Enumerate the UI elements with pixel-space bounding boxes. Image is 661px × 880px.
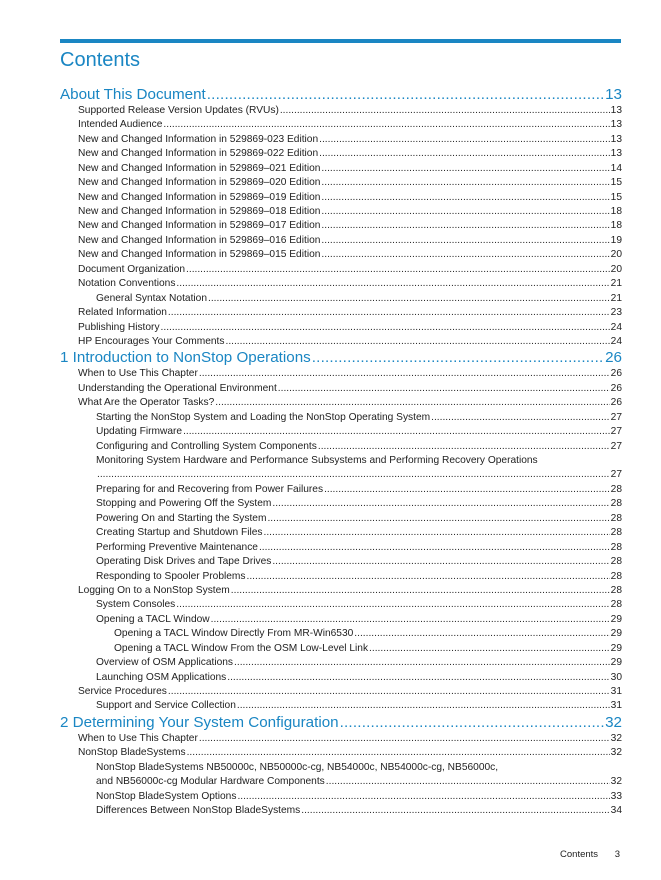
- toc-entry-title: Support and Service Collection: [96, 700, 236, 712]
- toc-entry[interactable]: [60, 104, 622, 118]
- toc-entry-page: 27: [610, 440, 622, 452]
- toc-entry[interactable]: [60, 526, 622, 540]
- toc-leader-dots: [280, 104, 610, 118]
- toc-leader-dots: [321, 234, 609, 248]
- toc-entry[interactable]: [60, 570, 622, 584]
- toc-entry-page: 30: [610, 671, 622, 683]
- toc-entry-page: 33: [610, 790, 622, 802]
- toc-entry[interactable]: [60, 220, 622, 234]
- toc-entry-wrap-first[interactable]: NonStop BladeSystems NB50000c, NB50000c-cg, NB54000c, NB54000c-cg, NB56000c,: [96, 761, 499, 773]
- toc-entry-page: 27: [610, 411, 622, 423]
- toc-leader-dots: [321, 248, 609, 262]
- toc-entry-title: Differences Between NonStop BladeSystems: [96, 805, 301, 817]
- toc-entry-title: Publishing History: [78, 321, 160, 333]
- toc-entry[interactable]: [60, 512, 622, 526]
- toc-entry[interactable]: [60, 483, 622, 497]
- toc-leader-dots: [237, 700, 610, 714]
- table-of-contents: [60, 86, 622, 819]
- toc-leader-dots: [326, 775, 610, 789]
- toc-entry[interactable]: [60, 469, 622, 483]
- toc-leader-dots: [176, 598, 609, 612]
- toc-entry-page: 18: [610, 206, 622, 218]
- toc-chapter-page: 32: [605, 713, 622, 731]
- toc-entry-title: Operating Disk Drives and Tape Drives: [96, 556, 272, 568]
- toc-leader-dots: [369, 642, 610, 656]
- toc-chapter-title: About This Document: [60, 86, 206, 103]
- toc-entry-title: NonStop BladeSystem Options: [96, 790, 237, 802]
- toc-entry[interactable]: [60, 306, 622, 320]
- toc-entry[interactable]: [60, 598, 622, 612]
- toc-leader-dots: [199, 732, 610, 746]
- toc-leader-dots: [321, 162, 609, 176]
- toc-entry-title: New and Changed Information in 529869–020 Edition: [78, 177, 321, 189]
- toc-entry[interactable]: [60, 790, 622, 804]
- toc-entry-page: 27: [610, 426, 622, 438]
- toc-entry[interactable]: [60, 775, 622, 789]
- toc-leader-dots: [267, 512, 609, 526]
- footer-page-number: 3: [614, 849, 620, 860]
- toc-leader-dots: [187, 746, 610, 760]
- toc-leader-dots: [278, 382, 610, 396]
- toc-entry[interactable]: [60, 642, 622, 656]
- toc-leader-dots: [163, 118, 609, 132]
- toc-leader-dots: [259, 541, 610, 555]
- toc-entry[interactable]: [60, 118, 622, 132]
- toc-entry-page: 28: [610, 541, 622, 553]
- toc-entry-page: 20: [610, 263, 622, 275]
- toc-leader-dots: [234, 656, 610, 670]
- toc-entry-title: Starting the NonStop System and Loading the NonStop Operating System: [96, 411, 431, 423]
- toc-entry[interactable]: [60, 685, 622, 699]
- toc-entry[interactable]: [60, 382, 622, 396]
- toc-entry[interactable]: [60, 671, 622, 685]
- toc-entry-title: Opening a TACL Window From the OSM Low-Level Link: [114, 642, 369, 654]
- toc-leader-dots: [208, 292, 610, 306]
- toc-entry-title: and NB56000c-cg Modular Hardware Components: [96, 776, 325, 788]
- toc-entry-page: 29: [610, 657, 622, 669]
- toc-entry-page: 28: [610, 556, 622, 568]
- toc-chapter-title: 1 Introduction to NonStop Operations: [60, 349, 311, 367]
- toc-entry-title: New and Changed Information in 529869–019 Edition: [78, 191, 321, 203]
- toc-entry-page: 32: [610, 747, 622, 759]
- toc-entry-title: New and Changed Information in 529869-022 Edition: [78, 148, 319, 160]
- toc-entry-title: Logging On to a NonStop System: [78, 584, 230, 596]
- header-rule: [60, 39, 621, 43]
- toc-entry-page: 28: [610, 599, 622, 611]
- toc-entry-page: 27: [610, 469, 622, 481]
- toc-leader-dots: [312, 349, 604, 367]
- toc-entry-page: 23: [610, 307, 622, 319]
- toc-entry-page: 28: [610, 498, 622, 510]
- toc-entry-page: 15: [610, 191, 622, 203]
- toc-entry[interactable]: [60, 191, 622, 205]
- toc-leader-dots: [354, 627, 609, 641]
- toc-leader-dots: [97, 469, 610, 483]
- toc-entry-page: 18: [610, 220, 622, 232]
- toc-entry-title: Understanding the Operational Environment: [78, 382, 277, 394]
- toc-entry[interactable]: [60, 133, 622, 147]
- toc-leader-dots: [318, 440, 610, 454]
- toc-entry-page: 29: [610, 613, 622, 625]
- toc-leader-dots: [264, 526, 610, 540]
- toc-leader-dots: [324, 483, 610, 497]
- toc-entry-title: Powering On and Starting the System: [96, 512, 267, 524]
- toc-entry-title: Service Procedures: [78, 686, 167, 698]
- toc-entry-title: Overview of OSM Applications: [96, 657, 234, 669]
- toc-leader-dots: [321, 220, 609, 234]
- toc-leader-dots: [321, 191, 609, 205]
- toc-entry-title: New and Changed Information in 529869–017 Edition: [78, 220, 321, 232]
- toc-entry-page: 24: [610, 335, 622, 347]
- toc-entry-title: New and Changed Information in 529869–015 Edition: [78, 249, 321, 261]
- toc-entry-page: 32: [610, 732, 622, 744]
- toc-entry[interactable]: [60, 440, 622, 454]
- toc-entry-title: Opening a TACL Window Directly From MR-Win6530: [114, 628, 354, 640]
- toc-leader-dots: [199, 367, 610, 381]
- toc-leader-dots: [301, 804, 609, 818]
- toc-leader-dots: [215, 396, 609, 410]
- toc-entry-title: HP Encourages Your Comments: [78, 335, 225, 347]
- toc-entry-title: Preparing for and Recovering from Power Failures: [96, 483, 324, 495]
- toc-entry-page: 32: [610, 776, 622, 788]
- toc-entry-title: Launching OSM Applications: [96, 671, 227, 683]
- toc-entry-title: Supported Release Version Updates (RVUs): [78, 104, 279, 116]
- toc-entry-title: Configuring and Controlling System Components: [96, 440, 317, 452]
- toc-entry-page: 28: [610, 483, 622, 495]
- toc-entry-page: 28: [610, 527, 622, 539]
- toc-entry-page: 34: [610, 805, 622, 817]
- toc-entry[interactable]: [60, 425, 622, 439]
- toc-entry[interactable]: [60, 396, 622, 410]
- toc-entry-title: New and Changed Information in 529869–016 Edition: [78, 234, 321, 246]
- toc-entry-title: Responding to Spooler Problems: [96, 570, 246, 582]
- toc-entry[interactable]: [60, 613, 622, 627]
- toc-entry-page: 13: [610, 119, 622, 131]
- toc-leader-dots: [247, 570, 610, 584]
- toc-entry-title: Related Information: [78, 307, 167, 319]
- toc-entry[interactable]: [60, 497, 622, 511]
- toc-entry[interactable]: [60, 627, 622, 641]
- toc-entry-title: When to Use This Chapter: [78, 368, 198, 380]
- toc-entry-page: 24: [610, 321, 622, 333]
- toc-entry-page: 28: [610, 512, 622, 524]
- toc-leader-dots: [431, 411, 610, 425]
- toc-leader-dots: [227, 671, 609, 685]
- toc-entry-title: Opening a TACL Window: [96, 613, 210, 625]
- toc-entry-page: 31: [610, 686, 622, 698]
- toc-entry[interactable]: [60, 248, 622, 262]
- toc-entry-title: Document Organization: [78, 263, 186, 275]
- toc-entry[interactable]: [60, 411, 622, 425]
- toc-chapter-title: 2 Determining Your System Configuration: [60, 713, 339, 731]
- toc-entry-title: General Syntax Notation: [96, 292, 207, 304]
- toc-entry-title: When to Use This Chapter: [78, 732, 198, 744]
- toc-entry[interactable]: [60, 541, 622, 555]
- toc-entry-page: 26: [610, 397, 622, 409]
- toc-entry-page: 14: [610, 162, 622, 174]
- toc-entry-page: 21: [610, 278, 622, 290]
- toc-entry[interactable]: [60, 292, 622, 306]
- toc-entry-page: 31: [610, 700, 622, 712]
- toc-chapter-entry[interactable]: [60, 714, 622, 732]
- toc-entry-title: Intended Audience: [78, 119, 163, 131]
- toc-leader-dots: [161, 321, 610, 335]
- toc-entry-page: 21: [610, 292, 622, 304]
- toc-leader-dots: [237, 790, 609, 804]
- toc-entry-title: What Are the Operator Tasks?: [78, 397, 215, 409]
- toc-entry[interactable]: [60, 746, 622, 760]
- toc-entry[interactable]: [60, 234, 622, 248]
- toc-entry[interactable]: [60, 147, 622, 161]
- toc-entry-page: 26: [610, 382, 622, 394]
- toc-entry-page: 20: [610, 249, 622, 261]
- toc-leader-dots: [168, 306, 610, 320]
- toc-entry-page: 26: [610, 368, 622, 380]
- toc-leader-dots: [319, 133, 610, 147]
- toc-entry-title: Updating Firmware: [96, 426, 183, 438]
- toc-entry[interactable]: [60, 205, 622, 219]
- toc-leader-dots: [272, 497, 609, 511]
- toc-chapter-entry[interactable]: [60, 86, 622, 104]
- toc-entry[interactable]: [60, 732, 622, 746]
- toc-entry[interactable]: [60, 555, 622, 569]
- toc-leader-dots: [207, 86, 604, 104]
- toc-chapter-entry[interactable]: [60, 349, 622, 367]
- toc-entry-title: NonStop BladeSystems: [78, 747, 186, 759]
- toc-leader-dots: [321, 176, 609, 190]
- toc-entry-title: Performing Preventive Maintenance: [96, 541, 258, 553]
- toc-entry-title: New and Changed Information in 529869–021 Edition: [78, 162, 321, 174]
- toc-leader-dots: [183, 425, 610, 439]
- toc-entry[interactable]: [60, 335, 622, 349]
- toc-entry[interactable]: [60, 367, 622, 381]
- toc-entry-page: 29: [610, 628, 622, 640]
- toc-entry[interactable]: [60, 700, 622, 714]
- page-footer: [560, 849, 620, 861]
- toc-leader-dots: [340, 714, 605, 732]
- toc-entry-page: 13: [610, 133, 622, 145]
- toc-entry-page: 15: [610, 177, 622, 189]
- toc-entry-wrap-first[interactable]: Monitoring System Hardware and Performance Subsystems and Performing Recovery Operations: [96, 455, 538, 467]
- toc-entry-page: 28: [610, 584, 622, 596]
- toc-entry-title: Notation Conventions: [78, 278, 176, 290]
- toc-leader-dots: [211, 613, 610, 627]
- toc-entry[interactable]: [60, 584, 622, 598]
- toc-entry-title: New and Changed Information in 529869-023 Edition: [78, 133, 319, 145]
- toc-entry-title: Stopping and Powering Off the System: [96, 498, 272, 510]
- toc-leader-dots: [225, 335, 609, 349]
- toc-entry[interactable]: [60, 804, 622, 818]
- toc-entry[interactable]: [60, 176, 622, 190]
- toc-chapter-page: 26: [605, 349, 622, 367]
- toc-entry-title: Creating Startup and Shutdown Files: [96, 527, 263, 539]
- toc-entry-page: 13: [610, 104, 622, 116]
- toc-entry-title: System Consoles: [96, 599, 176, 611]
- toc-entry-page: 28: [610, 570, 622, 582]
- toc-entry[interactable]: [60, 277, 622, 291]
- toc-entry-page: 19: [610, 234, 622, 246]
- footer-label: Contents: [560, 849, 599, 860]
- toc-leader-dots: [176, 277, 609, 291]
- toc-entry-page: 13: [610, 148, 622, 160]
- toc-chapter-page: 13: [605, 86, 622, 103]
- toc-entry-title: New and Changed Information in 529869–018 Edition: [78, 206, 321, 218]
- toc-entry[interactable]: [60, 263, 622, 277]
- toc-leader-dots: [186, 263, 610, 277]
- toc-leader-dots: [231, 584, 610, 598]
- toc-leader-dots: [319, 147, 610, 161]
- toc-leader-dots: [272, 555, 609, 569]
- page-title: Contents: [60, 49, 141, 71]
- toc-entry[interactable]: [60, 321, 622, 335]
- toc-leader-dots: [168, 685, 610, 699]
- toc-entry[interactable]: [60, 656, 622, 670]
- toc-entry[interactable]: [60, 162, 622, 176]
- toc-entry-page: 29: [610, 642, 622, 654]
- toc-leader-dots: [321, 205, 609, 219]
